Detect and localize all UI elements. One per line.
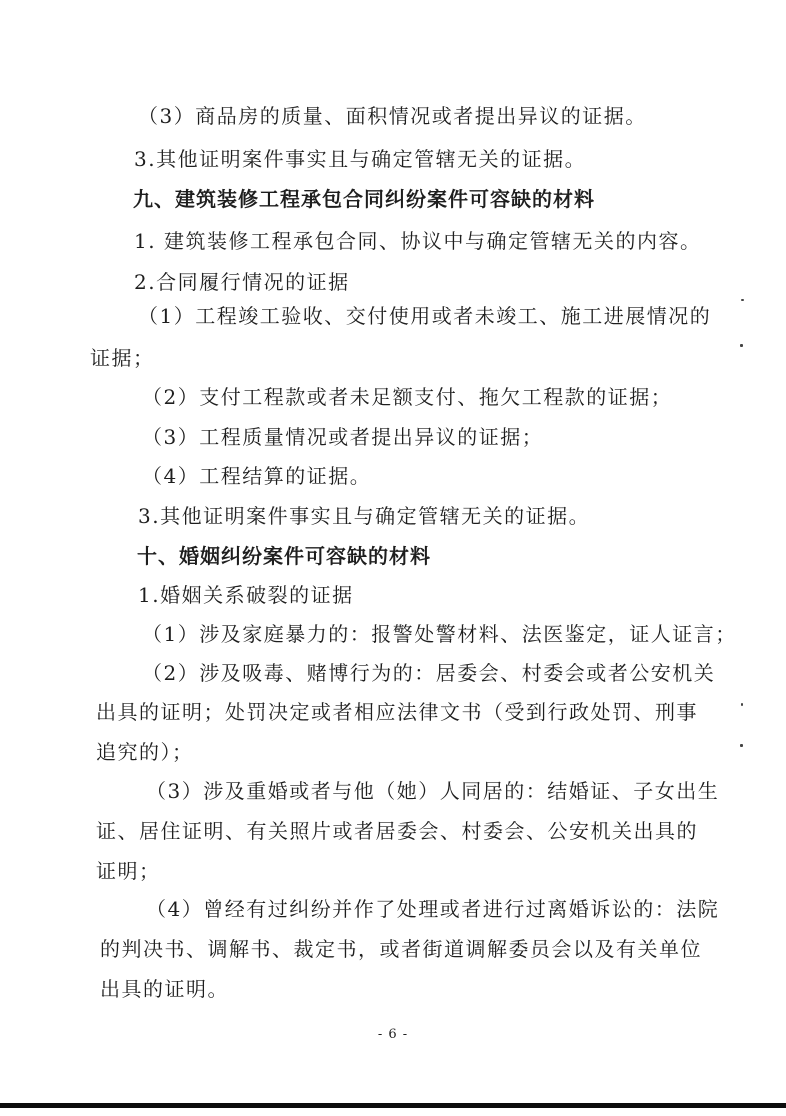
sub-item-4-settlement: （4）工程结算的证据。 xyxy=(142,464,372,488)
section-heading-ten: 十、婚姻纠纷案件可容缺的材料 xyxy=(137,544,431,568)
item-1-construction-contract: 1. 建筑装修工程承包合同、协议中与确定管辖无关的内容。 xyxy=(134,229,702,253)
sub-item-4-prior-disputes: （4）曾经有过纠纷并作了处理或者进行过离婚诉讼的：法院 xyxy=(146,897,720,921)
item-3-other-evidence-2: 3.其他证明案件事实且与确定管辖无关的证据。 xyxy=(138,504,591,528)
sub-item-3-bigamy: （3）涉及重婚或者与他（她）人同居的：结婚证、子女出生 xyxy=(146,779,720,803)
sub-item-1-continuation: 证据； xyxy=(90,346,155,370)
sub-item-1-completion: （1）工程竣工验收、交付使用或者未竣工、施工进展情况的 xyxy=(138,304,712,328)
sub-item-2-continuation-a: 出具的证明；处罚决定或者相应法律文书（受到行政处罚、刑事 xyxy=(96,700,698,724)
page-number: - 6 - xyxy=(377,1027,409,1042)
sub-item-4-continuation-a: 的判决书、调解书、裁定书，或者街道调解委员会以及有关单位 xyxy=(100,937,702,961)
item-2-performance-evidence: 2.合同履行情况的证据 xyxy=(134,270,350,294)
sub-item-3-continuation-b: 证明； xyxy=(96,859,161,883)
sub-item-2-continuation-b: 追究的）； xyxy=(96,740,194,764)
section-heading-nine: 九、建筑装修工程承包合同纠纷案件可容缺的材料 xyxy=(133,187,595,211)
sub-item-3-continuation-a: 证、居住证明、有关照片或者居委会、村委会、公安机关出具的 xyxy=(96,819,698,843)
sub-item-4-continuation-b: 出具的证明。 xyxy=(100,977,229,1001)
sub-item-2-drugs-gambling: （2）涉及吸毒、赌博行为的：居委会、村委会或者公安机关 xyxy=(142,661,716,685)
scan-speck xyxy=(740,344,743,347)
scan-speck xyxy=(740,744,743,747)
item-3-other-evidence: 3.其他证明案件事实且与确定管辖无关的证据。 xyxy=(134,147,587,171)
item-3-commercial-housing-quality: （3）商品房的质量、面积情况或者提出异议的证据。 xyxy=(138,104,647,128)
sub-item-1-domestic-violence: （1）涉及家庭暴力的：报警处警材料、法医鉴定，证人证言； xyxy=(142,622,737,646)
sub-item-3-quality: （3）工程质量情况或者提出异议的证据； xyxy=(142,425,544,449)
sub-item-2-payment: （2）支付工程款或者未足额支付、拖欠工程款的证据； xyxy=(142,385,673,409)
scan-speck xyxy=(741,299,744,301)
bottom-border-line xyxy=(0,1103,786,1108)
item-1-marriage-breakdown: 1.婚姻关系破裂的证据 xyxy=(138,583,354,607)
scan-speck xyxy=(741,703,743,706)
